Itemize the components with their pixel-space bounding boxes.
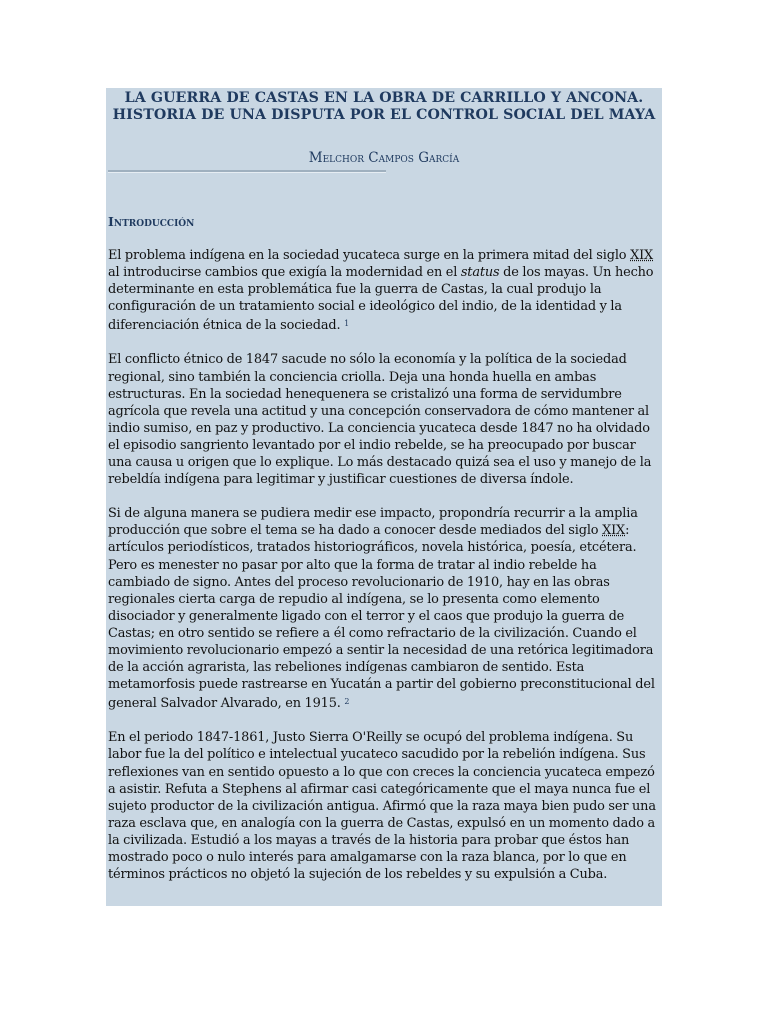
article-panel [106, 88, 662, 906]
p1-text-c: al introducirse cambios que exigía la modernidad en el [108, 265, 461, 281]
section-heading: Introducción [108, 214, 195, 229]
p3-text-a: Si de alguna manera se pudiera medir ese impacto, propondría recurrir a la amplia producción que sobre el tema se ha dado a conocer desde mediados del siglo [108, 506, 638, 539]
paragraph-4: En el periodo 1847-1861, Justo Sierra O'Reilly se ocupó del problema indígena. Su labor fue la del político e intelectual yucateco sacudido por la rebelión indígena. Sus reflexiones van en sentido opuesto a lo que con creces la conciencia yucateca empezó a asistir. Refuta a Stephens al afirmar casi categóricamente que el maya nunca fue el sujeto productor de la civilización antigua. Afirmó que la raza maya bien pudo ser una raza esclava que, en analogía con la guerra de Castas, expulsó en un momento dado a la civilizada. Estudió a los mayas a través de la historia para probar que éstos han mostrado poco o nulo interés para amalgamarse con la raza blanca, por lo que en términos prácticos no objetó la sujeción de los rebeldes y su expulsión a Cuba. [108, 730, 656, 883]
p1-text-a: El problema indígena en la sociedad yucateca surge en la primera mitad del siglo [108, 248, 631, 263]
p3-century: XIX [602, 523, 626, 539]
p1-text-e: de los mayas. Un hecho determinante en esta problemática fue la guerra de Castas, la cual produjo la configuración de un tratamiento social e ideológico del indio, de la identidad y la diferenciación étnica de la sociedad. [108, 265, 654, 334]
title-line-2: HISTORIA DE UNA DISPUTA POR EL CONTROL SOCIAL DEL MAYA [112, 107, 656, 123]
paragraph-2: El conflicto étnico de 1847 sacude no sólo la economía y la política de la sociedad regional, sino también la conciencia criolla. Deja una honda huella en ambas estructuras. En la sociedad henequenera se cristalizó una forma de servidumbre agrícola que revela una actitud y una concepción conservadora de cómo mantener al indio sumiso, en paz y productivo. La conciencia yucateca desde 1847 no ha olvidado el episodio sangriento levantado por el indio rebelde, se ha preocupado por buscar una causa u origen que lo explique. Lo más destacado quizá sea el uso y manejo de la rebeldía indígena para legitimar y justificar cuestiones de diversa índole. [108, 352, 652, 488]
p1-century: XIX [630, 248, 654, 263]
paragraph-3 [108, 505, 660, 712]
title-divider [108, 170, 386, 173]
article-title [108, 88, 660, 124]
paragraph-1 [108, 247, 660, 334]
author-name: Melchor Campos García [308, 150, 460, 166]
footnote-link-1[interactable]: 1 [344, 319, 350, 329]
p1-status-word: status [460, 265, 500, 281]
p3-text-c: : artículos periodísticos, tratados historiográficos, novela histórica, poesía, etcétera. Pero es menester no pasar por alto que la forma de tratar al indio rebelde ha cambiado de signo. Antes del proceso revolucionario de 1910, hay en las obras regionales cierta carga de repudio al indígena, se lo presenta como elemento disociador y generalmente ligado con el terror y el caos que produjo la guerra de Castas; en otro sentido se refiere a él como refractario de la civilización. Cuando el movimiento revolucionario empezó a sentir la necesidad de una retórica legitimadora de la acción agrarista, las rebeliones indígenas cambiaron de sentido. Esta metamorfosis puede rastrearse en Yucatán a partir del gobierno preconstitucional del general Salvador Alvarado, en 1915. [108, 523, 655, 712]
footnote-link-2[interactable]: 2 [344, 697, 350, 707]
title-line-1: LA GUERRA DE CASTAS EN LA OBRA DE CARRILLO Y ANCONA. [124, 90, 644, 106]
